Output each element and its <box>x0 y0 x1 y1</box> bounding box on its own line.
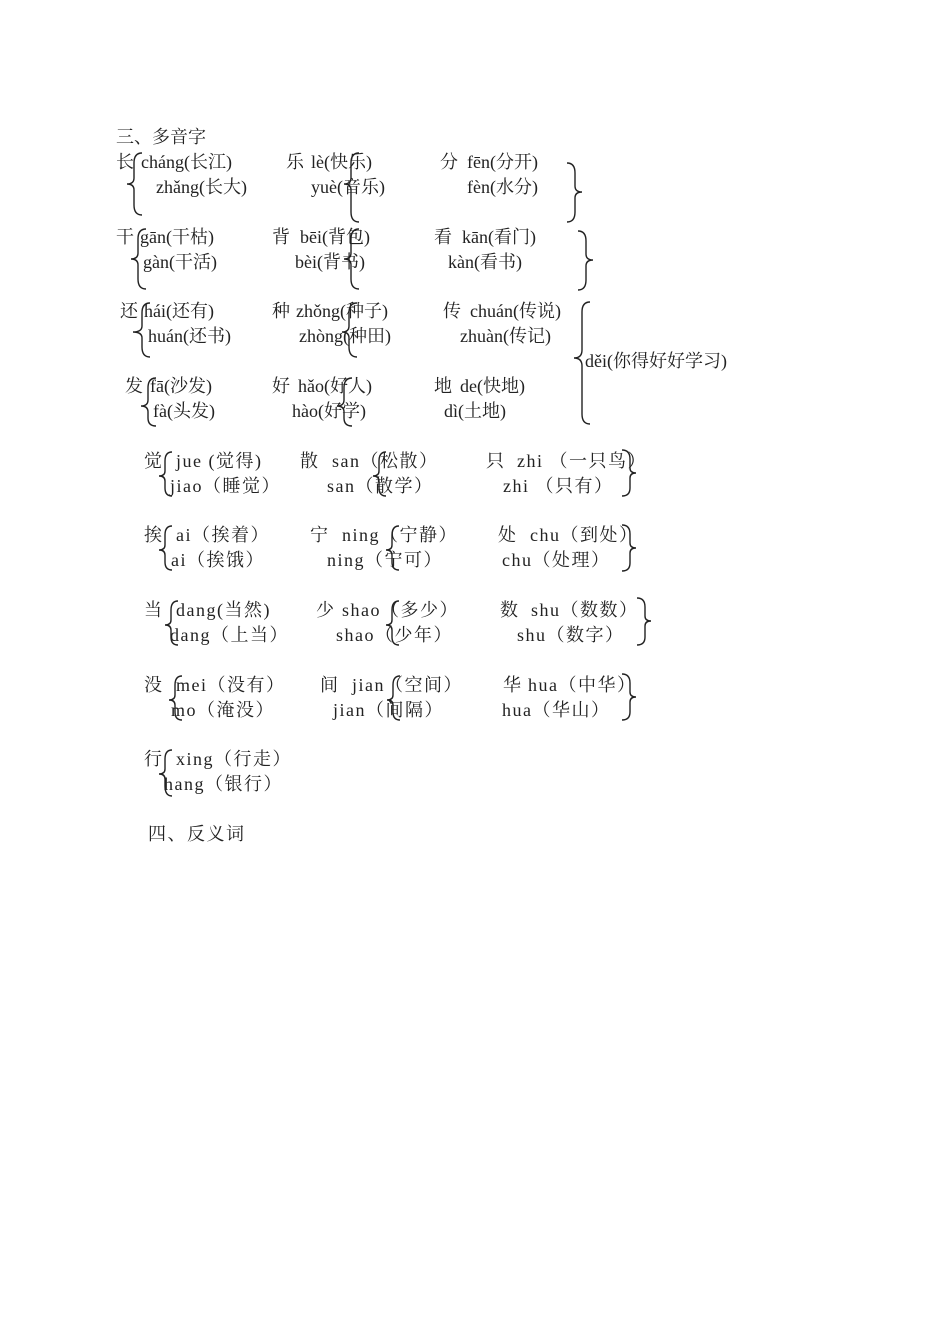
reading-fa-1: fā(沙发) <box>150 376 212 396</box>
char-hua: 华 <box>503 675 523 695</box>
char-hao: 好 <box>272 376 290 396</box>
char-kan: 看 <box>434 227 452 247</box>
reading-zhong-1: zhǒng(种子) <box>296 301 388 321</box>
brace-fen <box>567 163 582 222</box>
brace-kan <box>578 231 593 290</box>
reading-jue-2: jiao（睡觉） <box>170 476 281 496</box>
brace-mei <box>169 676 182 720</box>
reading-mei-1: mei（没有） <box>176 675 286 695</box>
brace-big <box>574 302 590 424</box>
reading-hao-1: hǎo(好人) <box>298 376 372 396</box>
reading-chang-2: zhǎng(长大) <box>156 177 247 197</box>
reading-chang-1: cháng(长江) <box>141 152 232 172</box>
char-jue: 觉 <box>144 451 164 471</box>
reading-hai-1: hái(还有) <box>144 301 214 321</box>
reading-xing-2: hang（银行） <box>164 774 283 794</box>
reading-san-1: san（松散） <box>332 451 439 471</box>
brace-hai <box>133 303 150 357</box>
reading-hua-1: hua（中华） <box>528 675 637 695</box>
brace-hua <box>622 674 636 720</box>
reading-gan-2: gàn(干活) <box>143 252 217 272</box>
char-ning: 宁 <box>310 525 330 545</box>
char-chang: 长 <box>116 152 134 172</box>
reading-dang-1: dang(当然) <box>176 600 271 620</box>
char-zhi: 只 <box>486 451 506 471</box>
char-hai: 还 <box>120 301 138 321</box>
brace-zhi <box>622 450 636 496</box>
brace-chang <box>127 153 142 215</box>
reading-bei-1: bēi(背包) <box>300 227 370 247</box>
brace-le <box>344 153 359 222</box>
brace-xing <box>159 750 172 796</box>
reading-ning-1: ning（宁静） <box>342 525 459 545</box>
char-fen: 分 <box>440 152 458 172</box>
brace-zhong <box>342 303 357 357</box>
char-dang: 当 <box>144 600 164 620</box>
brace-shao <box>386 601 399 645</box>
reading-le-2: yuè(音乐) <box>311 177 385 197</box>
char-chu: 处 <box>498 525 518 545</box>
reading-gan-1: gān(干枯) <box>140 227 214 247</box>
section-heading-antonyms: 四、反义词 <box>148 824 246 844</box>
char-jian: 间 <box>320 675 340 695</box>
brace-dang <box>165 601 178 645</box>
reading-fen-2: fèn(水分) <box>467 177 538 197</box>
reading-zhi-2: zhi （只有） <box>503 476 614 496</box>
brace-chu <box>622 525 636 571</box>
reading-zhi-1: zhi （一只鸟） <box>517 451 647 471</box>
brace-jue <box>159 452 172 496</box>
reading-bei-2: bèi(背书) <box>295 252 365 272</box>
reading-shao-1: shao（多少） <box>342 600 459 620</box>
reading-le-1: lè(快乐) <box>311 152 372 172</box>
brace-gan <box>131 229 146 289</box>
reading-dang-2: dang（上当） <box>170 625 289 645</box>
char-shao: 少 <box>316 600 336 620</box>
char-di: 地 <box>434 376 452 396</box>
reading-xing-1: xing（行走） <box>176 749 293 769</box>
reading-shu-2: shu（数字） <box>517 625 625 645</box>
char-fa: 发 <box>125 376 143 396</box>
reading-fa-2: fà(头发) <box>153 401 215 421</box>
char-le: 乐 <box>286 152 304 172</box>
reading-fen-1: fēn(分开) <box>467 152 538 172</box>
reading-jue-1: jue (觉得) <box>176 451 263 471</box>
brace-ning <box>386 526 399 570</box>
reading-chuan-2: zhuàn(传记) <box>460 326 551 346</box>
brace-jian <box>387 676 400 720</box>
char-ai: 挨 <box>144 525 164 545</box>
char-xing: 行 <box>144 749 164 769</box>
char-chuan: 传 <box>443 301 461 321</box>
reading-shao-2: shao（少年） <box>336 625 453 645</box>
reading-jian-2: jian（间隔） <box>333 700 444 720</box>
char-mei: 没 <box>144 675 164 695</box>
brace-san <box>373 452 386 496</box>
brace-hao <box>337 378 352 426</box>
brace-shu <box>637 598 651 645</box>
char-bei: 背 <box>272 227 290 247</box>
reading-jian-1: jian（空间） <box>352 675 463 695</box>
reading-dei: děi(你得好好学习) <box>585 351 727 371</box>
reading-kan-2: kàn(看书) <box>448 252 522 272</box>
reading-di-1: de(快地) <box>460 376 525 396</box>
brace-ai <box>159 526 172 570</box>
char-san: 散 <box>300 451 320 471</box>
reading-ai-1: ai（挨着） <box>176 525 270 545</box>
reading-kan-1: kān(看门) <box>462 227 536 247</box>
reading-chu-1: chu（到处） <box>530 525 639 545</box>
reading-shu-1: shu（数数） <box>531 600 639 620</box>
section-heading-polyphonic: 三、多音字 <box>116 127 206 147</box>
reading-ning-2: ning（宁可） <box>327 550 444 570</box>
reading-hai-2: huán(还书) <box>148 326 231 346</box>
reading-di-2: dì(土地) <box>444 401 506 421</box>
reading-san-2: san（散学） <box>327 476 434 496</box>
char-shu: 数 <box>500 600 520 620</box>
reading-chuan-1: chuán(传说) <box>470 301 561 321</box>
reading-ai-2: ai（挨饿） <box>171 550 265 570</box>
reading-zhong-2: zhòng(种田) <box>299 326 391 346</box>
brace-fa <box>141 378 156 426</box>
reading-hao-2: hào(好学) <box>292 401 366 421</box>
reading-chu-2: chu（处理） <box>502 550 611 570</box>
char-gan: 干 <box>116 227 134 247</box>
reading-hua-2: hua（华山） <box>502 700 611 720</box>
brace-bei <box>344 229 359 289</box>
char-zhong: 种 <box>272 301 290 321</box>
reading-mei-2: mo（淹没） <box>171 700 276 720</box>
